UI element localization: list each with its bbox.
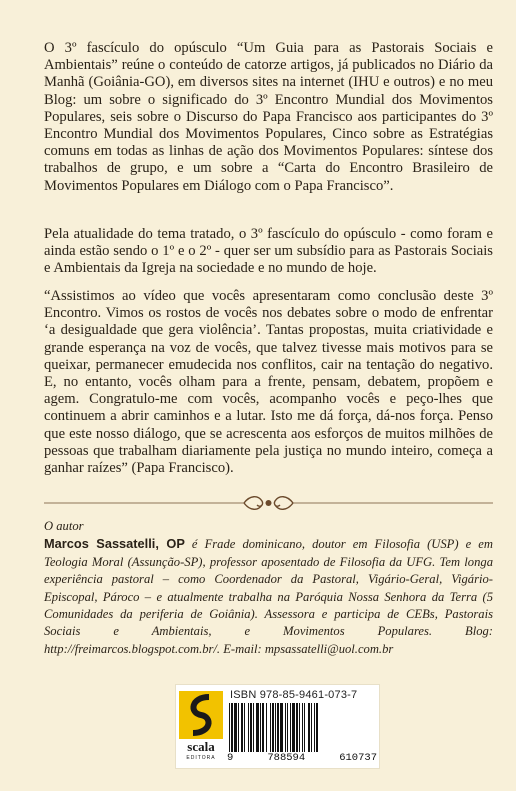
quote-paragraph: “Assistimos ao vídeo que vocês apresentaram como conclusão deste 3º Encontro. Vimos os rostos de vocês nos debates sobre o modo de enfrentar ‘a desigualdade que gera violência’. Tantas propostas, muita criatividade e grande esperança na voz de vocês, que talvez tivesse mais motivos para se queixar, permanecer emudecida nos conflitos, cair na tentação do negativo. E, no entanto, vocês olham para a frente, pensam, debatem, propõem e agem. Congratulo-me com vocês, acompanho vocês e peço-lhes que continuem a abrir caminhos e a lutar. Isto me dá força, dá-nos força. Penso que este nosso diálogo, que se acrescenta aos esforços de muitos milhões de pessoas que trabalham diariamente pela justiça no mundo inteiro, começa a ganhar raízes” (Papa Francisco).: [44, 288, 493, 477]
ornament-divider-icon: [44, 493, 493, 513]
svg-text:EDITORA: EDITORA: [186, 755, 216, 761]
isbn-label: ISBN 978-85-9461-073-7: [230, 689, 358, 701]
barcode-icon: [227, 703, 375, 759]
purpose-paragraph: Pela atualidade do tema tratado, o 3º fascículo do opúsculo - como foram e ainda estão sendo o 1º e o 2º - quer ser um subsídio para as Pastorais Sociais e Ambientais da Igreja na sociedade e no mundo de hoje.: [44, 226, 493, 277]
isbn-digit-left: 788594: [267, 752, 306, 764]
scala-logo-icon: [179, 691, 223, 761]
author-bio: [44, 535, 493, 658]
isbn-digit-first: 9: [227, 752, 234, 764]
isbn-digit-right: 610737: [339, 752, 377, 764]
author-section: [44, 518, 493, 658]
author-bio-text: é Frade dominicano, doutor em Filosofia (USP) e em Teologia Moral (Assunção-SP), professor aposentado de Filosofia da UFG. Tem longa experiência pastoral – como Coordenador da Pastoral, Vigário-Geral, Vigário-Episcopal, Pároco – e atualmente trabalha na Paróquia Nossa Senhora da Terra (5 Comunidades da periferia de Goiânia). Assessora e participa de CEBs, Pastorais Sociais e Ambientais, e Movimentos Populares. Blog: http://freimarcos.blogspot.com.br/. E-mail: mpsassatelli@uol.com.br: [44, 537, 493, 656]
author-name: Marcos Sassatelli, OP: [44, 536, 185, 552]
svg-text:scala: scala: [187, 739, 215, 754]
isbn-digits: [227, 752, 377, 764]
intro-paragraph: O 3º fascículo do opúsculo “Um Guia para as Pastorais Sociais e Ambientais” reúne o conteúdo de catorze artigos, já publicados no Diário da Manhã (Goiânia-GO), em diversos sites na internet (IHU e outros) e no meu Blog: um sobre o significado do 3º Encontro Mundial dos Movimentos Populares, seis sobre o Discurso do Papa Francisco aos participantes do 3º Encontro Mundial dos Movimentos Populares, Cinco sobre as Estratégias comuns em todas as linhas de ação dos Movimentos Populares: síntese dos trabalhos de grupo, e um sobre a “Carta do Encontro Brasileiro de Movimentos Populares em Diálogo com o Papa Francisco”.: [44, 40, 493, 194]
author-heading: O autor: [44, 519, 84, 533]
